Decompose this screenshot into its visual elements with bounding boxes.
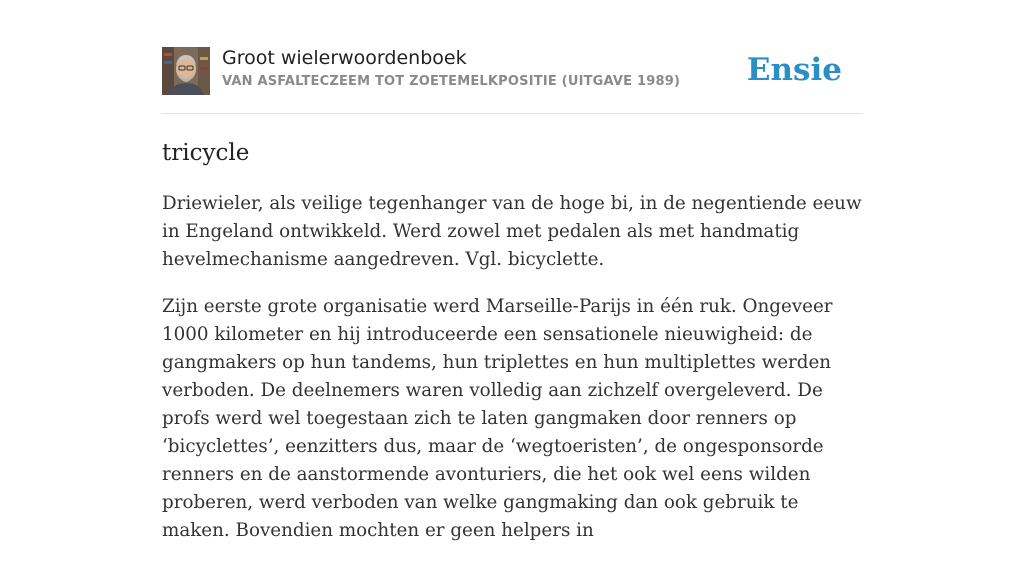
entry-headword: tricycle: [162, 140, 250, 166]
header-divider: [162, 113, 862, 114]
entry-paragraph: Zijn eerste grote organisatie werd Marseille-Parijs in één ruk. Ongeveer 1000 kilometer en hij introduceerde een sensationele nieuwigheid: de gangmakers op hun tandems, hun triplettes en hun multiplettes werden verboden. De deelnemers waren volledig aan zichzelf overgeleverd. De profs werd wel toegestaan zich te laten gangmaken door renners op ‘bicyclettes’, eenzitters dus, maar de ‘wegtoeristen’, de ongesponsorde renners en de aanstormende avonturiers, die het ook wel eens wilden proberen, werd verboden van welke gangmaking dan ook gebruik te maken. Bovendien mochten er geen helpers in: [162, 296, 833, 541]
entry-paragraph: Driewieler, als veilige tegenhanger van de hoge bi, in de negentiende eeuw in Engeland ontwikkeld. Werd zowel met pedalen als met handmatig hevelmechanisme aangedreven. Vgl. bicyclette.: [162, 193, 862, 270]
book-subtitle: VAN ASFALTECZEEM TOT ZOETEMELKPOSITIE (UITGAVE 1989): [222, 74, 681, 89]
dictionary-header: [162, 46, 862, 96]
book-title[interactable]: Groot wielerwoordenboek: [222, 47, 467, 69]
ensie-logo-link[interactable]: Ensie: [746, 52, 842, 88]
author-avatar-icon: [162, 47, 210, 95]
entry-content: [162, 190, 862, 564]
